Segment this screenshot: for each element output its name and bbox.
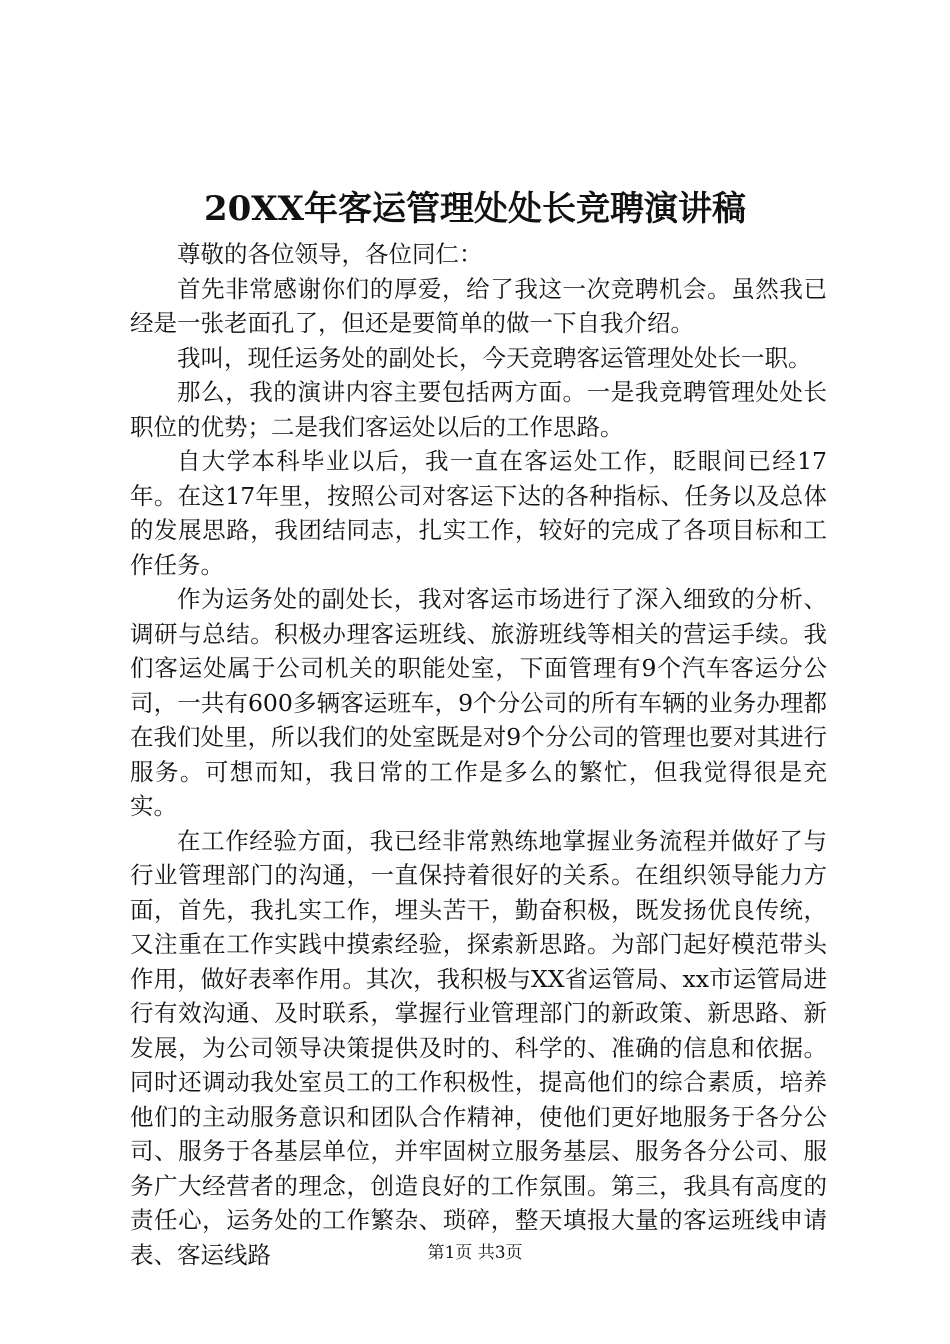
document-body <box>130 237 827 1272</box>
paragraph-salutation: 尊敬的各位领导，各位同仁： <box>177 240 483 268</box>
paragraph-position: 我叫，现任运务处的副处长，今天竞聘客运管理处处长一职。 <box>177 343 812 372</box>
page-footer: 第1页 共3页 <box>427 1243 523 1263</box>
paragraph-outline: 那么，我的演讲内容主要包括两方面。一是我竞聘管理处处长职位的优势；二是我们客运处以后的工作思路。 <box>130 378 827 441</box>
paragraph-role: 作为运务处的副处长，我对客运市场进行了深入细致的分析、调研与总结。积极办理客运班线、旅游班线等相关的营运手续。我们客运处属于公司机关的职能处室，下面管理有9个汽车客运分公司，一共有600多辆客运班车，9个分公司的所有车辆的业务办理都在我们处里，所以我们的处室既是对9个分公司的管理也要对其进行服务。可想而知，我日常的工作是多么的繁忙，但我觉得很是充实。 <box>130 585 827 820</box>
paragraph-intro: 首先非常感谢你们的厚爱，给了我这一次竞聘机会。虽然我已经是一张老面孔了，但还是要简单的做一下自我介绍。 <box>130 274 827 337</box>
document-title: 20XX年客运管理处处长竞聘演讲稿 <box>203 189 747 229</box>
paragraph-abilities: 在工作经验方面，我已经非常熟练地掌握业务流程并做好了与行业管理部门的沟通，一直保持着很好的关系。在组织领导能力方面，首先，我扎实工作，埋头苦干，勤奋积极，既发扬优良传统，又注重在工作实践中摸索经验，探索新思路。为部门起好模范带头作用，做好表率作用。其次，我积极与XX省运管局、xx市运管局进行有效沟通、及时联系，掌握行业管理部门的新政策、新思路、新发展，为公司领导决策提供及时的、科学的、准确的信息和依据。同时还调动我处室员工的工作积极性，提高他们的综合素质，培养他们的主动服务意识和团队合作精神，使他们更好地服务于各分公司、服务于各基层单位，并牢固树立服务基层、服务各分公司、服务广大经营者的理念，创造良好的工作氛围。第三，我具有高度的责任心，运务处的工作繁杂、琐碎，整天填报大量的客运班线申请表、客运线路 <box>130 826 827 1269</box>
paragraph-experience: 自大学本科毕业以后，我一直在客运处工作，眨眼间已经17年。在这17年里，按照公司对客运下达的各种指标、任务以及总体的发展思路，我团结同志，扎实工作，较好的完成了各项目标和工作任务。 <box>130 447 827 579</box>
